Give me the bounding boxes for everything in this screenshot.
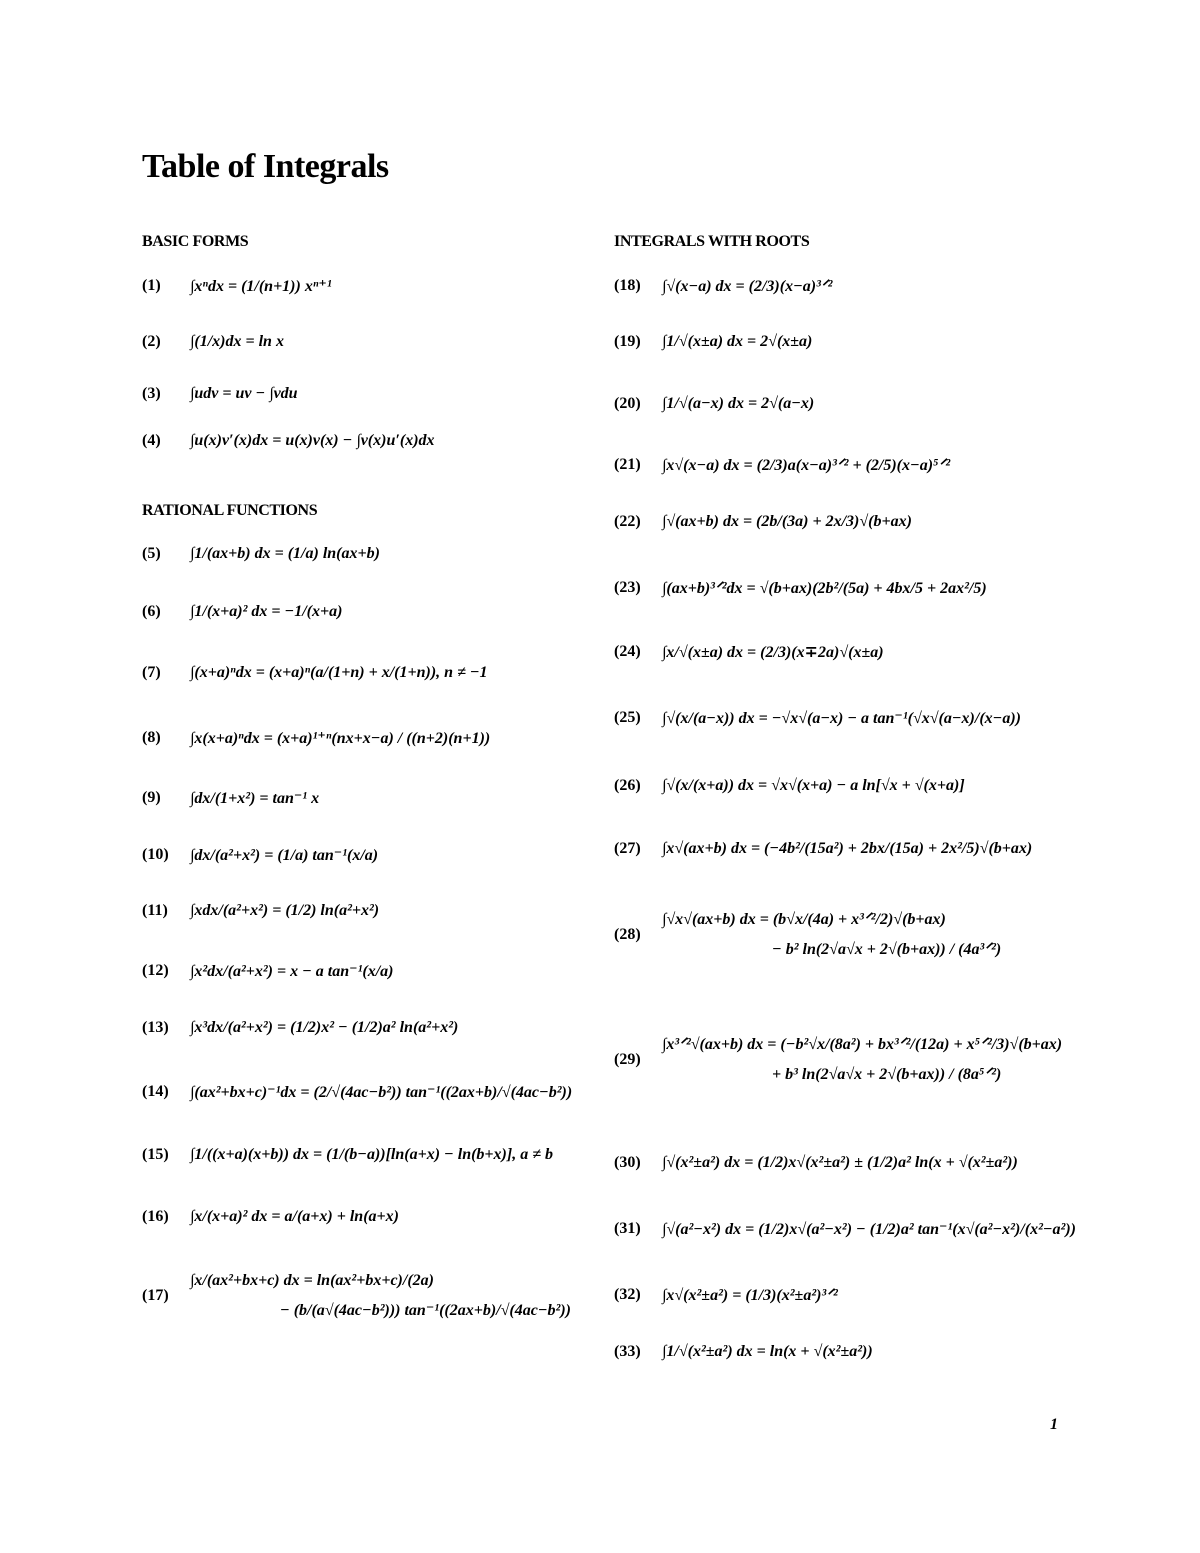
equation-expression: ∫1/√(a−x) dx = 2√(a−x) — [662, 395, 815, 412]
equation-expression-continued: − (b/(a√(4ac−b²))) tan⁻¹((2ax+b)/√(4ac−b²)) — [280, 1302, 571, 1320]
equation-25 — [614, 708, 1021, 728]
equation-27 — [614, 840, 1032, 858]
equation-expression: ∫1/√(x²±a²) dx = ln(x + √(x²±a²)) — [662, 1343, 873, 1360]
equation-30 — [614, 1154, 1018, 1172]
equation-number: (18) — [614, 277, 641, 294]
equation-number: (30) — [614, 1154, 641, 1171]
equation-13 — [142, 1019, 458, 1037]
equation-29 — [614, 1030, 1062, 1091]
equation-number: (25) — [614, 709, 641, 726]
equation-expression: ∫x/(x+a)² dx = a/(a+x) + ln(a+x) — [190, 1208, 399, 1225]
equation-expression: ∫√(x/(x+a)) dx = √x√(x+a) − a ln[√x + √(x+a)] — [662, 777, 965, 794]
equation-number: (1) — [142, 277, 161, 294]
equation-expression: ∫√(ax+b) dx = (2b/(3a) + 2x/3)√(b+ax) — [662, 513, 912, 530]
equation-5 — [142, 545, 380, 563]
equation-18 — [614, 276, 832, 296]
equation-22 — [614, 513, 912, 531]
equation-number: (2) — [142, 333, 161, 350]
equation-33 — [614, 1343, 873, 1361]
equation-19 — [614, 333, 812, 351]
equation-number: (28) — [614, 926, 641, 944]
equation-number: (15) — [142, 1146, 169, 1163]
equation-number: (32) — [614, 1286, 641, 1303]
equation-number: (9) — [142, 789, 161, 806]
equation-20 — [614, 395, 814, 413]
equation-12 — [142, 961, 394, 981]
equation-expression: ∫√x√(ax+b) dx = (b√x/(4a) + x³ᐟ²/2)√(b+ax) — [662, 911, 946, 928]
equation-expression: ∫x√(x²±a²) = (1/3)(x²±a²)³ᐟ² — [662, 1287, 838, 1304]
equation-expression: ∫u(x)v′(x)dx = u(x)v(x) − ∫v(x)u′(x)dx — [190, 432, 435, 449]
equation-expression-continued: − b² ln(2√a√x + 2√(b+ax)) / (4a³ᐟ²) — [772, 941, 1002, 959]
equation-expression: ∫x(x+a)ⁿdx = (x+a)¹⁺ⁿ(nx+x−a) / ((n+2)(n+1)) — [190, 730, 491, 747]
equation-expression: ∫x²dx/(a²+x²) = x − a tan⁻¹(x/a) — [190, 963, 394, 980]
equation-11 — [142, 902, 379, 920]
equation-expression: ∫x/(ax²+bx+c) dx = ln(ax²+bx+c)/(2a) — [190, 1272, 434, 1289]
equation-number: (6) — [142, 603, 161, 620]
equation-number: (29) — [614, 1051, 641, 1069]
equation-number: (10) — [142, 846, 169, 863]
equation-expression: ∫x√(x−a) dx = (2/3)a(x−a)³ᐟ² + (2/5)(x−a)⁵ᐟ² — [662, 457, 951, 474]
equation-expression: ∫x√(ax+b) dx = (−4b²/(15a²) + 2bx/(15a) + 2x²/5)√(b+ax) — [662, 840, 1033, 857]
equation-expression: ∫x³ᐟ²√(ax+b) dx = (−b²√x/(8a²) + bx³ᐟ²/(12a) + x⁵ᐟ²/3)√(b+ax) — [662, 1036, 1063, 1053]
equation-14 — [142, 1082, 572, 1102]
equation-number: (5) — [142, 545, 161, 562]
equation-number: (31) — [614, 1220, 641, 1237]
equation-number: (17) — [142, 1287, 169, 1305]
equation-number: (26) — [614, 777, 641, 794]
equation-28 — [614, 905, 1001, 966]
equation-number: (3) — [142, 385, 161, 402]
equation-number: (14) — [142, 1083, 169, 1100]
equation-number: (21) — [614, 456, 641, 473]
equation-26 — [614, 777, 965, 795]
equation-expression: ∫xⁿdx = (1/(n+1)) xⁿ⁺¹ — [190, 278, 332, 295]
equation-3 — [142, 385, 298, 403]
equation-23 — [614, 578, 987, 598]
equation-9 — [142, 788, 319, 808]
equation-number: (24) — [614, 643, 641, 660]
equation-21 — [614, 455, 950, 475]
equation-7 — [142, 664, 488, 682]
equation-expression: ∫√(x−a) dx = (2/3)(x−a)³ᐟ² — [662, 278, 833, 295]
equation-expression: ∫1/(ax+b) dx = (1/a) ln(ax+b) — [190, 545, 380, 562]
equation-expression: ∫√(a²−x²) dx = (1/2)x√(a²−x²) − (1/2)a² tan⁻¹(x√(a²−x²)/(x²−a²)) — [662, 1221, 1077, 1238]
page-title: Table of Integrals — [142, 148, 389, 185]
equation-15 — [142, 1146, 553, 1164]
equation-expression: ∫√(x/(a−x)) dx = −√x√(a−x) − a tan⁻¹(√x√(a−x)/(x−a)) — [662, 710, 1021, 727]
equation-number: (7) — [142, 664, 161, 681]
equation-number: (11) — [142, 902, 168, 919]
equation-6 — [142, 603, 342, 621]
equation-31 — [614, 1219, 1076, 1239]
equation-10 — [142, 845, 378, 865]
equation-number: (16) — [142, 1208, 169, 1225]
equation-number: (19) — [614, 333, 641, 350]
equation-number: (4) — [142, 432, 161, 449]
equation-4 — [142, 432, 435, 450]
equation-number: (27) — [614, 840, 641, 857]
equation-expression: ∫(ax+b)³ᐟ²dx = √(b+ax)(2b²/(5a) + 4bx/5 + 2ax²/5) — [662, 580, 987, 597]
equation-2 — [142, 333, 284, 351]
section-heading-integrals-with-roots: INTEGRALS WITH ROOTS — [614, 233, 810, 250]
equation-expression: ∫1/((x+a)(x+b)) dx = (1/(b−a))[ln(a+x) − ln(b+x)], a ≠ b — [190, 1146, 553, 1163]
equation-1 — [142, 276, 332, 296]
equation-expression: ∫1/(x+a)² dx = −1/(x+a) — [190, 603, 343, 620]
equation-number: (12) — [142, 962, 169, 979]
equation-expression: ∫(1/x)dx = ln x — [190, 333, 284, 350]
equation-24 — [614, 642, 884, 662]
equation-number: (8) — [142, 729, 161, 746]
section-heading-basic-forms: BASIC FORMS — [142, 233, 249, 250]
equation-number: (20) — [614, 395, 641, 412]
equation-8 — [142, 728, 490, 748]
equation-number: (33) — [614, 1343, 641, 1360]
equation-expression: ∫dx/(a²+x²) = (1/a) tan⁻¹(x/a) — [190, 847, 379, 864]
page-number: 1 — [1050, 1416, 1058, 1433]
section-heading-rational-functions: RATIONAL FUNCTIONS — [142, 502, 318, 519]
equation-expression: ∫x/√(x±a) dx = (2/3)(x∓2a)√(x±a) — [662, 644, 884, 661]
equation-expression: ∫udv = uv − ∫vdu — [190, 385, 298, 402]
equation-expression: ∫(ax²+bx+c)⁻¹dx = (2/√(4ac−b²)) tan⁻¹((2ax+b)/√(4ac−b²)) — [190, 1084, 573, 1101]
equation-expression: ∫√(x²±a²) dx = (1/2)x√(x²±a²) ± (1/2)a² ln(x + √(x²±a²)) — [662, 1154, 1018, 1171]
equation-17 — [142, 1266, 571, 1327]
equation-expression-continued: + b³ ln(2√a√x + 2√(b+ax)) / (8a⁵ᐟ²) — [772, 1066, 1002, 1084]
equation-number: (13) — [142, 1019, 169, 1036]
equation-expression: ∫dx/(1+x²) = tan⁻¹ x — [190, 790, 320, 807]
equation-expression: ∫1/√(x±a) dx = 2√(x±a) — [662, 333, 813, 350]
equation-expression: ∫(x+a)ⁿdx = (x+a)ⁿ(a/(1+n) + x/(1+n)), n ≠ −1 — [190, 664, 488, 681]
equation-16 — [142, 1208, 399, 1226]
equation-expression: ∫xdx/(a²+x²) = (1/2) ln(a²+x²) — [190, 902, 380, 919]
equation-number: (23) — [614, 579, 641, 596]
equation-32 — [614, 1285, 838, 1305]
equation-number: (22) — [614, 513, 641, 530]
equation-expression: ∫x³dx/(a²+x²) = (1/2)x² − (1/2)a² ln(a²+x²) — [190, 1019, 459, 1036]
